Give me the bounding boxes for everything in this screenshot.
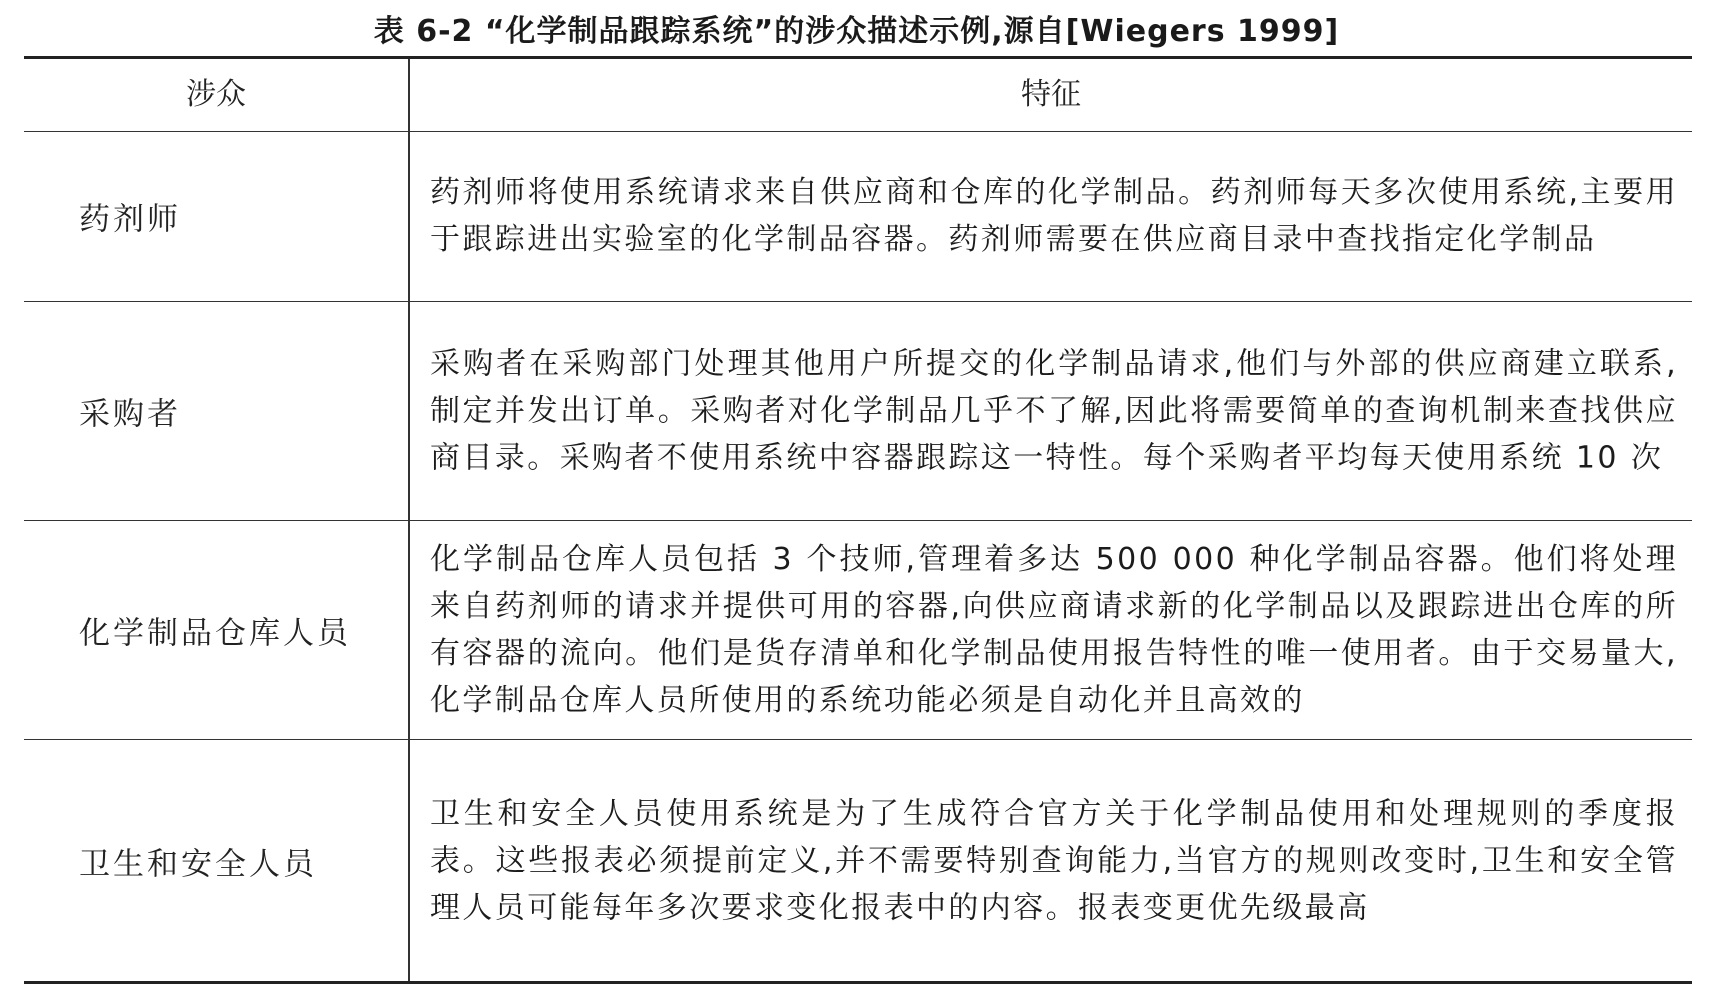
stakeholder-description: 卫生和安全人员使用系统是为了生成符合官方关于化学制品使用和处理规则的季度报表。这些报表必须提前定义,并不需要特别查询能力,当官方的规则改变时,卫生和安全管理人员可能每年多次要求变化报表中的内容。报表变更优先级最高 bbox=[430, 796, 1678, 925]
table-header-row bbox=[24, 59, 1692, 132]
stakeholder-name: 药剂师 bbox=[79, 201, 181, 238]
stakeholder-name: 化学制品仓库人员 bbox=[79, 615, 351, 652]
table-row bbox=[24, 131, 1692, 302]
stakeholder-description: 采购者在采购部门处理其他用户所提交的化学制品请求,他们与外部的供应商建立联系,制定并发出订单。采购者对化学制品几乎不了解,因此将需要简单的查询机制来查找供应商目录。采购者不使用系统中容器跟踪这一特性。每个采购者平均每天使用系统 10 次 bbox=[430, 346, 1678, 476]
table-row bbox=[24, 521, 1692, 740]
column-divider bbox=[408, 59, 410, 981]
header-characteristics: 特征 bbox=[1021, 77, 1081, 112]
stakeholder-description: 药剂师将使用系统请求来自供应商和仓库的化学制品。药剂师每天多次使用系统,主要用于跟踪进出实验室的化学制品容器。药剂师需要在供应商目录中查找指定化学制品 bbox=[430, 175, 1678, 257]
table-caption: 表 6-2 “化学制品跟踪系统”的涉众描述示例,源自[Wiegers 1999] bbox=[373, 14, 1340, 49]
stakeholder-name: 卫生和安全人员 bbox=[79, 846, 317, 882]
header-stakeholder: 涉众 bbox=[186, 77, 246, 112]
stakeholder-description: 化学制品仓库人员包括 3 个技师,管理着多达 500 000 种化学制品容器。他们将处理来自药剂师的请求并提供可用的容器,向供应商请求新的化学制品以及跟踪进出仓库的所有容器的流向。他们是货存清单和化学制品使用报告特性的唯一使用者。由于交易量大,化学制品仓库人员所使用的系统功能必须是自动化并且高效的 bbox=[430, 542, 1678, 718]
table-row bbox=[24, 302, 1692, 521]
stakeholder-table bbox=[24, 56, 1692, 984]
table-row bbox=[24, 740, 1692, 981]
stakeholder-name: 采购者 bbox=[79, 396, 181, 433]
